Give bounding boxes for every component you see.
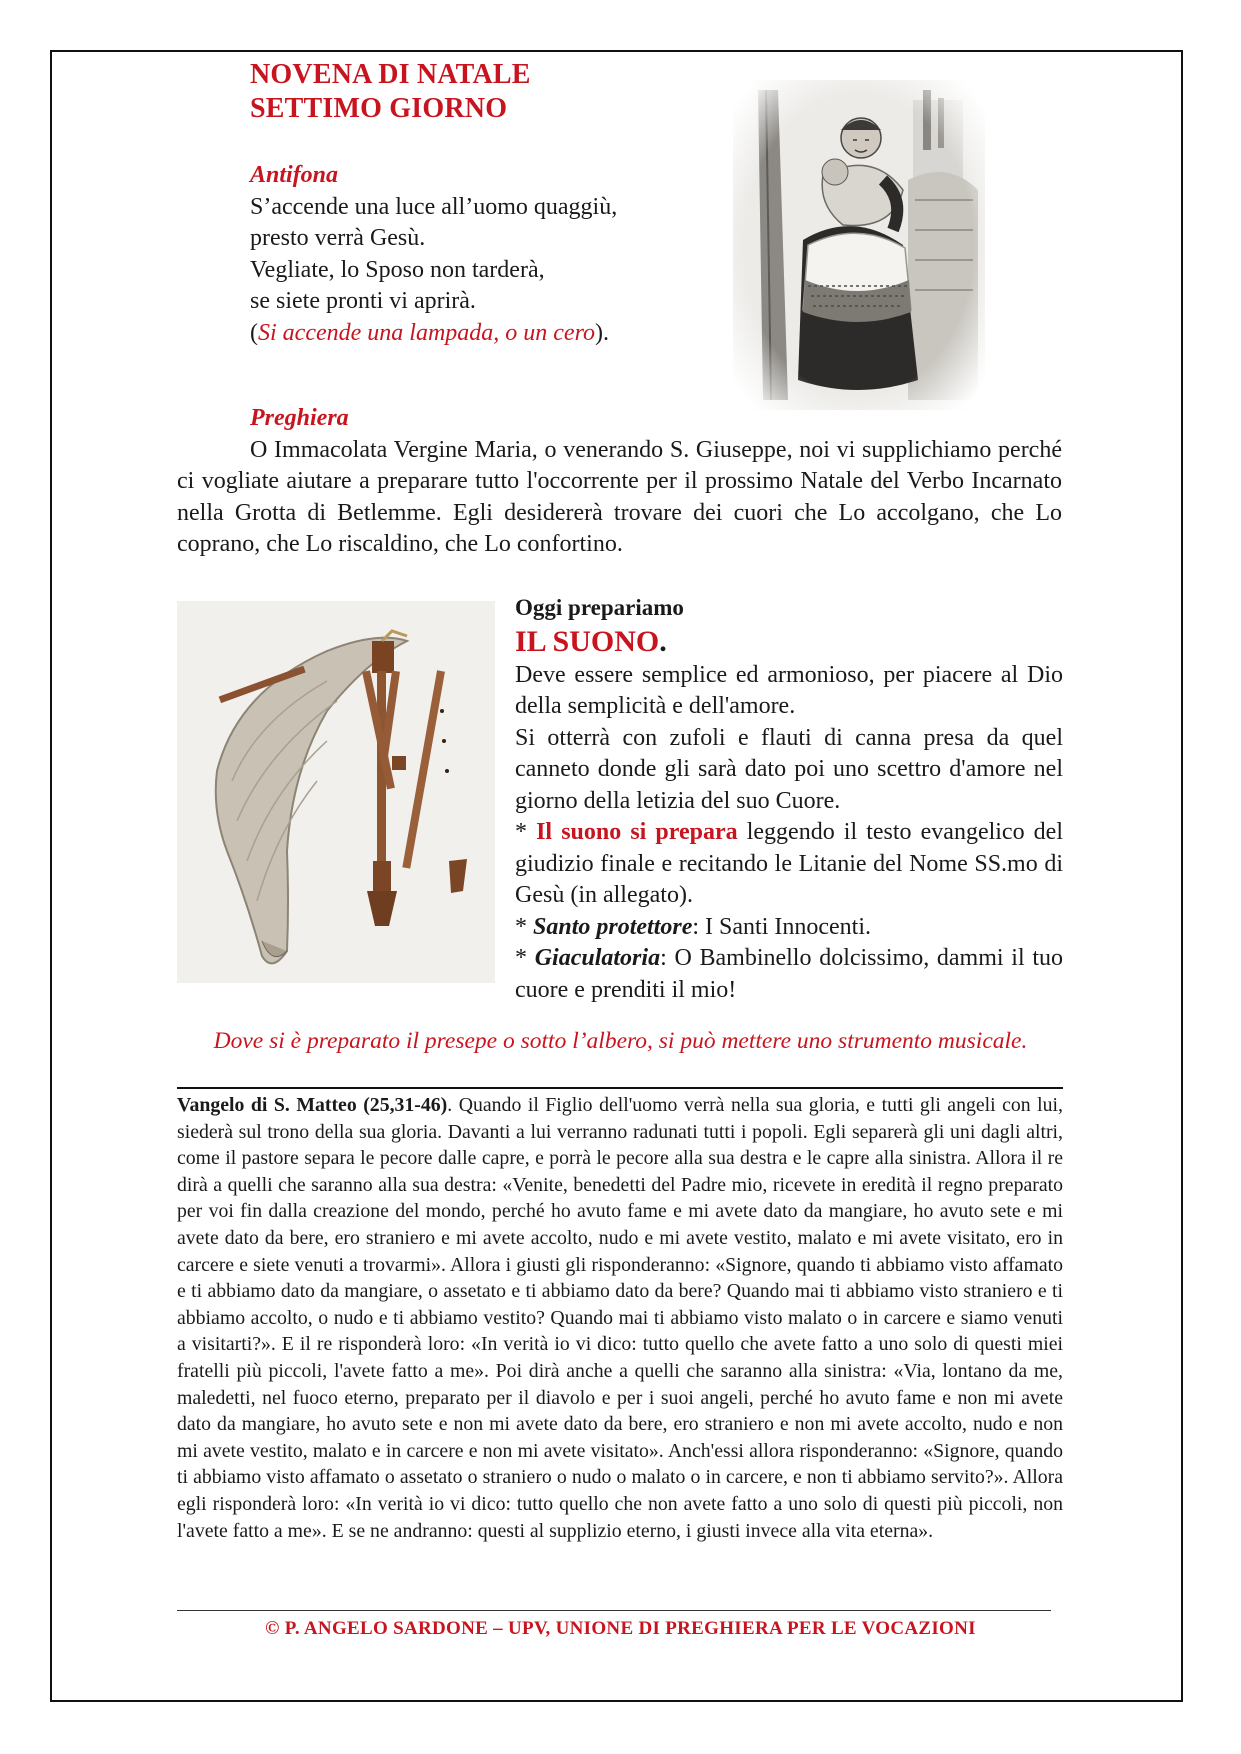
antifona-section — [250, 160, 617, 349]
oggi-bullet-suono — [515, 817, 1063, 912]
oggi-subject-dot: . — [659, 624, 667, 658]
priest-with-child-illustration — [733, 80, 985, 410]
title-line-1: NOVENA DI NATALE — [250, 59, 531, 90]
oggi-intro: Oggi prepariamo — [515, 595, 684, 620]
preghiera-text: O Immacolata Vergine Maria, o venerando S. Giuseppe, noi vi supplichiamo perché ci vogliate aiutare a preparare tutto l'occorrente per il prossimo Natale del Verbo Incarnato nella Grotta di Betlemme. Egli desidererà trovare dei cuori che Lo accolgano, che Lo coprano, che Lo riscaldino, che Lo confortino. — [177, 436, 1062, 557]
suono-rest: leggendo il testo evangelico del giudizio finale e recitando le Litanie del Nome SS.mo di Gesù (in allegato). — [515, 819, 1063, 908]
copyright-footer: © P. ANGELO SARDONE – UPV, UNIONE DI PREGHIERA PER LE VOCAZIONI — [265, 1618, 976, 1639]
oggi-bullet-santo — [515, 912, 1063, 944]
rubric-paren-close: ). — [595, 319, 610, 346]
gospel-text: . Quando il Figlio dell'uomo verrà nella sua gloria, e tutti gli angeli con lui, siederà sul trono della sua gloria. Davanti a lui verranno radunati tutti i popoli. Egli separerà gli uni dagli altri, come il pastore separa le pecore dalle capre, e porrà le pecore alla sua destra e le capre alla sinistra. Allora il re dirà a quelli che saranno alla sua destra: «Venite, benedetti del Padre mio, ricevete in eredità il regno preparato per voi fin dalla creazione del mondo, perché ho avuto fame e mi avete dato da mangiare, ho avuto sete e mi avete dato da bere, ero straniero e mi avete accolto, nudo e mi avete vestito, malato e mi avete visitato, ero in carcere e siete venuti a trovarmi». Allora i giusti gli risponderanno: «Signore, quando ti abbiamo visto affamato e ti abbiamo dato da mangiare, o assetato e ti abbiamo dato da bere? Quando mai ti abbiamo visto straniero e ti abbiamo accolto, o nudo e ti abbiamo vestito? Quando mai ti abbiamo visto malato o in carcere e siamo venuti a visitarti?». E il re risponderà loro: «In verità io vi dico: tutto quello che avete fatto a uno solo di questi miei fratelli più piccoli, l'avete fatto a me». Poi dirà anche a quelli che saranno alla sinistra: «Via, lontano da me, maledetti, nel fuoco eterno, preparato per il diavolo e per i suoi angeli, perché ho avuto fame e non mi avete dato da mangiare, ho avuto sete e non mi avete dato da bere, ero straniero e non mi avete accolto, nudo e non mi avete vestito, malato e in carcere e non mi avete visitato». Anch'essi allora risponderanno: «Signore, quando ti abbiamo visto affamato o assetato o straniero o nudo o malato o in carcere, e non ti abbiamo servito?». Allora egli risponderà loro: «In verità io vi dico: tutto quello che non avete fatto a uno solo di questi più piccoli, non l'avete fatto a me». E se ne andranno: questi al supplizio eterno, i giusti invece alla vita eterna». — [177, 1094, 1063, 1542]
preghiera-label: Preghiera — [250, 405, 349, 431]
rubric-paren-open: ( — [250, 319, 258, 346]
suono-highlight: Il suono si prepara — [536, 819, 738, 845]
santo-protettore-text: : I Santi Innocenti. — [692, 913, 871, 940]
oggi-bullet-giaculatoria — [515, 943, 1063, 1006]
presepe-note: Dove si è preparato il presepe o sotto l’albero, si può mettere uno strumento musicale. — [213, 1028, 1028, 1054]
antifona-rubric: Si accende una lampada, o un cero — [258, 319, 596, 346]
antifona-rubric-line — [250, 318, 617, 350]
santo-protettore-label: Santo protettore — [533, 913, 693, 940]
bullet-star: * — [515, 819, 537, 845]
page-title — [250, 58, 531, 126]
footer-rule — [177, 1610, 1051, 1611]
oggi-subject: IL SUONO — [515, 624, 660, 658]
antifona-line: presto verrà Gesù. — [250, 225, 426, 251]
oggi-paragraph-1: Deve essere semplice ed armonioso, per piacere al Dio della semplicità e dell'amore. — [515, 661, 1063, 719]
antifona-line: S’accende una luce all’uomo quaggiù, — [250, 193, 618, 220]
bagpipe-zampogna-photo — [177, 601, 495, 983]
gospel-section — [177, 1092, 1063, 1544]
oggi-paragraph-2: Si otterrà con zufoli e flauti di canna presa da quel canneto donde gli sarà dato poi uno scettro d'amore nel giorno della letizia del suo Cuore. — [515, 724, 1063, 814]
oggi-subject-line — [515, 624, 1063, 660]
antifona-label: Antifona — [250, 162, 339, 188]
gospel-top-rule — [177, 1087, 1063, 1089]
title-line-2: SETTIMO GIORNO — [250, 93, 508, 124]
bullet-star: * — [515, 945, 535, 971]
gospel-reference: Vangelo di S. Matteo (25,31-46) — [177, 1094, 448, 1116]
oggi-prepariamo-section — [515, 592, 1063, 1006]
giaculatoria-text: : O Bambinello dolcissimo, dammi il tuo cuore e prenditi il mio! — [515, 945, 1063, 1003]
antifona-line: Vegliate, lo Sposo non tarderà, — [250, 256, 545, 283]
giaculatoria-label: Giaculatoria — [534, 945, 661, 971]
antifona-line: se siete pronti vi aprirà. — [250, 288, 476, 314]
bullet-star: * — [515, 913, 533, 940]
preghiera-section — [177, 403, 1062, 561]
